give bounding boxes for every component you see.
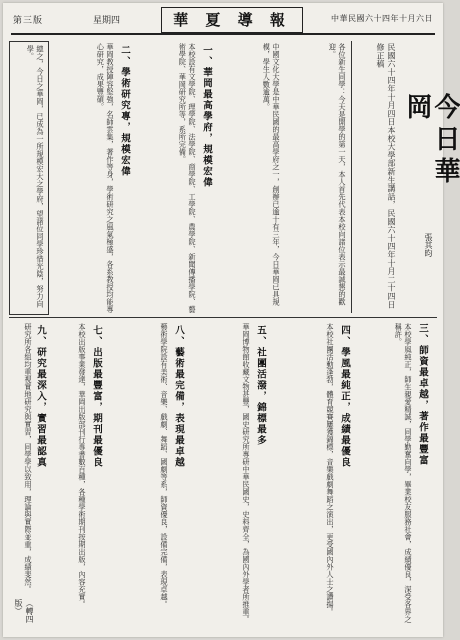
issue-day: 星期四 <box>93 16 121 26</box>
masthead <box>11 7 435 35</box>
newspaper-page <box>3 3 460 637</box>
body-paragraph: 本校學風純正，師生親愛精誠，同學勤奮向學，畢業校友服務社會，成績優良，深受各界之稱許。 <box>394 323 413 623</box>
section-heading: 五、社團活潑，錦標最多 <box>255 325 266 446</box>
body-paragraph: 本校社團活動蓬勃，體育競賽屢獲錦標，音樂戲劇舞蹈之演出，更受國內外人士之讚揚。 <box>326 323 335 616</box>
body-paragraph: 研究所各組均重視實地研究與實習，同學學以致用，理論與實際並重，成績斐然。 <box>24 323 33 593</box>
section-heading: 七、出版最豐富，期刊最優良 <box>91 325 102 468</box>
section-heading: 一、華岡最高學府，規模宏偉 <box>201 45 212 188</box>
body-paragraph: 總之，今日之華岡，已成為一所規模宏大之學府，望諸位同學珍惜光陰，努力向學。 <box>26 45 45 308</box>
section-heading: 九、研究最深入，實習最認真 <box>35 325 46 468</box>
section-heading: 八、藝術最完備，表現最卓越 <box>173 325 184 468</box>
section-heading: 三、師資最卓越，著作最豐富 <box>417 323 428 466</box>
section-heading: 二、學術研究專，規模宏偉 <box>119 45 130 177</box>
article-title: 今日華岡 <box>402 93 460 189</box>
body-paragraph: 華岡教授陣容堅強，名師雲集，著作等身，學術研究之風氣極盛，各系教授均能專心研究，成果豐碩。 <box>96 43 115 313</box>
newspaper-title: 華 夏 導 報 <box>161 7 303 33</box>
issue-date: 中華民國六十四年十月六日 <box>331 14 433 23</box>
continued-note: （轉四版） <box>14 599 34 623</box>
article-byline: 張其昀 <box>424 233 433 257</box>
body-paragraph: 本校設有文學院、理學院、法學院、商學院、工學院、農學院、新聞傳播學院、藝術學院、華岡研究所等，系所完備。 <box>178 43 197 313</box>
body-paragraph: 藝術學院設有美術、音樂、戲劇、舞蹈、國劇等系，師資優良，設備完備，表現卓越。 <box>160 323 169 608</box>
article-intro: 民國六十四年十月四日本校大學部新生講話，民國六十四年十月二十四日修正稿 <box>376 43 396 309</box>
body-paragraph: 本校出版事業發達，華岡出版部刊行專書數百種，各種學術期刊按期出版，內容充實。 <box>78 323 87 608</box>
body-paragraph: 華岡博物館收藏文物甚豐，國史研究所專研中華民國史，史料齊全，為國內外學者所推重。 <box>242 323 251 623</box>
page-number: 第三版 <box>13 16 44 26</box>
body-paragraph: 各位新生同學：今天是開學的第一天，本人首先代表本校向諸位表示最誠懇的歡迎。 <box>328 43 347 306</box>
section-heading: 四、學風最純正，成績最優良 <box>339 325 350 468</box>
body-paragraph: 中國文化大學是中華民國的最高學府之一，創辦已逾十有三年，今日華岡已具規模，學生人數逾萬。 <box>262 43 281 306</box>
